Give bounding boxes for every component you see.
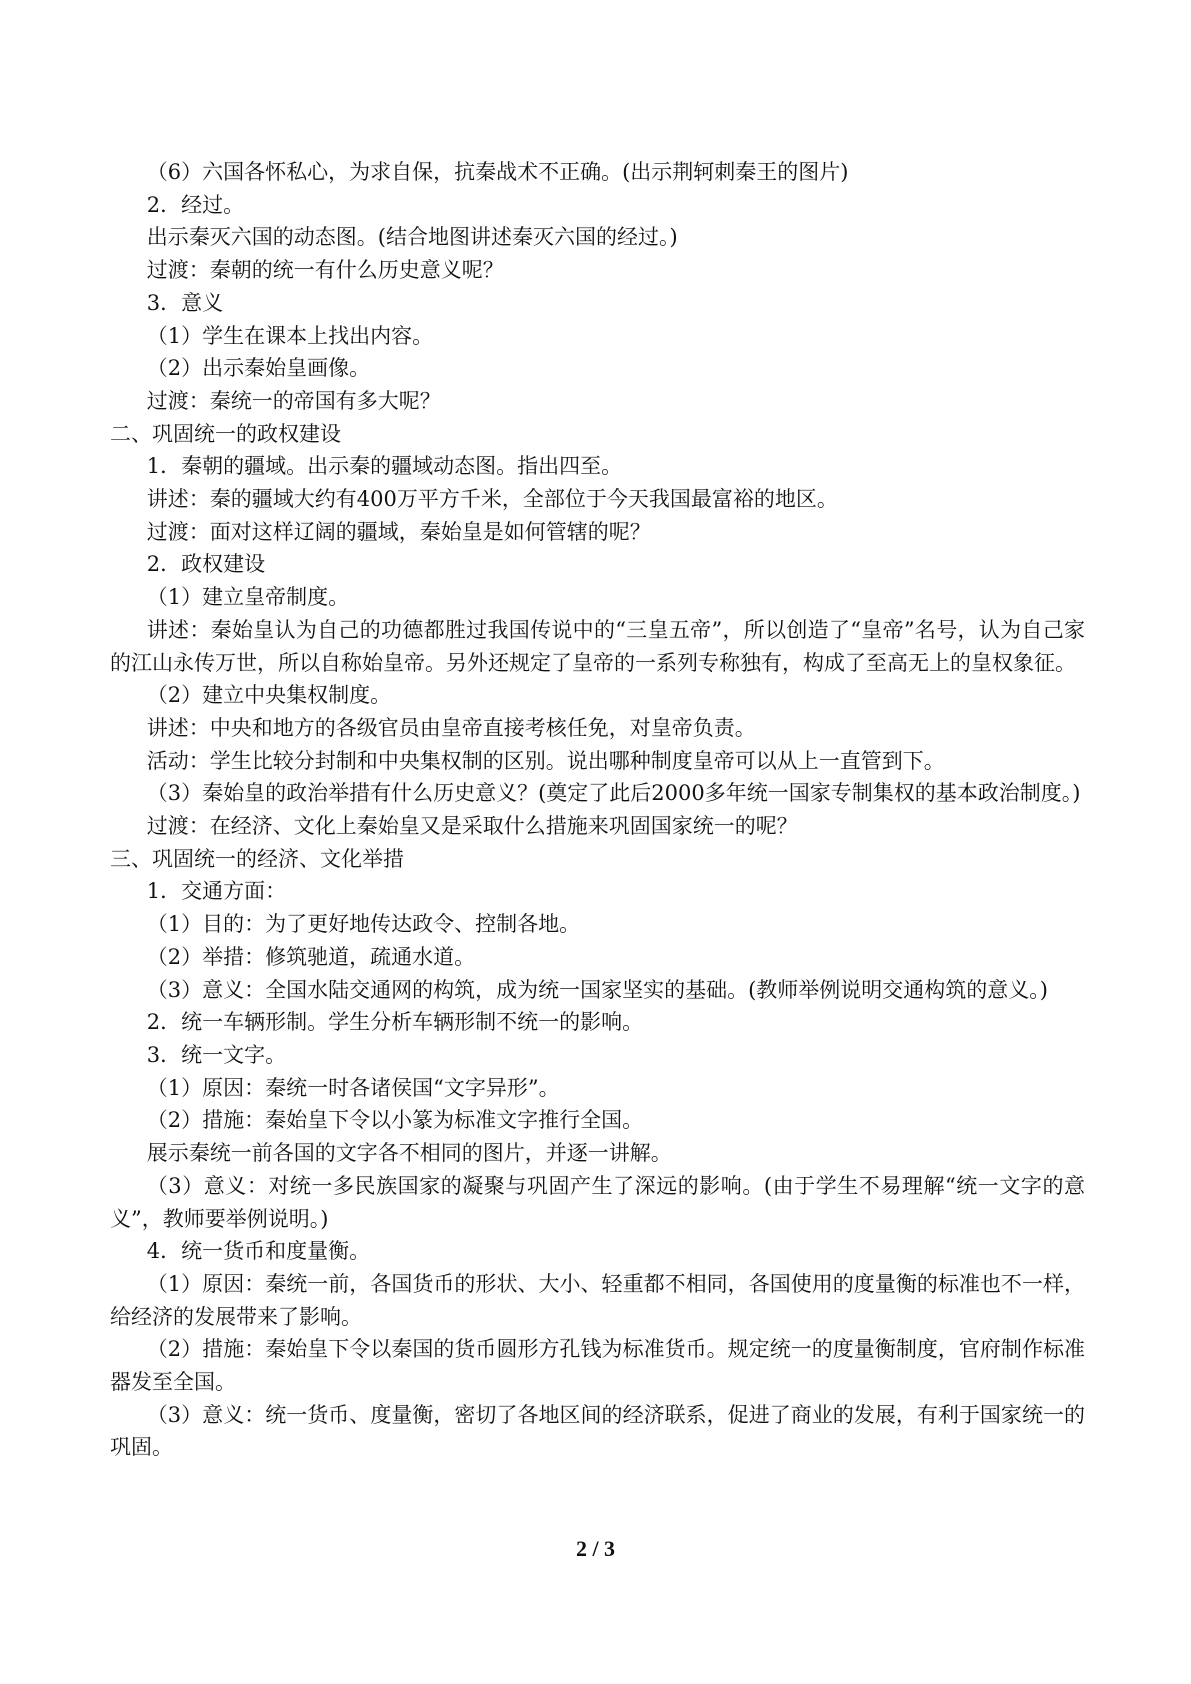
paragraph: 过渡：在经济、文化上秦始皇又是采取什么措施来巩固国家统一的呢？ <box>146 814 798 839</box>
section-subheading: 2．统一车辆形制。学生分析车辆形制不统一的影响。 <box>146 1010 644 1035</box>
paragraph: 讲述：中央和地方的各级官员由皇帝直接考核任免，对皇帝负责。 <box>146 715 756 740</box>
paragraph: （1）目的：为了更好地传达政令、控制各地。 <box>146 912 581 937</box>
paragraph: （1）学生在课本上找出内容。 <box>146 323 434 348</box>
paragraph: （3）意义：对统一多民族国家的凝聚与巩固产生了深远的影响。(由于学生不易理解“统一文字的意义”，教师要举例说明。) <box>110 1173 1085 1231</box>
paragraph: 展示秦统一前各国的文字各不相同的图片，并逐一讲解。 <box>146 1141 672 1166</box>
section-subheading: 3．意义 <box>146 290 224 315</box>
section-subheading: 2．政权建设 <box>146 552 266 577</box>
document-body <box>110 156 1085 1464</box>
section-subheading: 1．秦朝的疆域。出示秦的疆域动态图。指出四至。 <box>146 454 623 479</box>
section-subheading: 1．交通方面： <box>146 879 287 904</box>
paragraph: （6）六国各怀私心，为求自保，抗秦战术不正确。(出示荆轲刺秦王的图片) <box>146 160 849 184</box>
paragraph: 过渡：秦朝的统一有什么历史意义呢？ <box>146 258 504 283</box>
paragraph: 出示秦灭六国的动态图。(结合地图讲述秦灭六国的经过。) <box>146 225 678 250</box>
paragraph: （1）原因：秦统一前，各国货币的形状、大小、轻重都不相同，各国使用的度量衡的标准也不一样，给经济的发展带来了影响。 <box>110 1271 1085 1329</box>
paragraph: 讲述：秦始皇认为自己的功德都胜过我国传说中的“三皇五帝”，所以创造了“皇帝”名号，认为自己家的江山永传万世，所以自称始皇帝。另外还规定了皇帝的一系列专称独有，构成了至高无上的皇权象征。 <box>110 617 1085 675</box>
paragraph: 讲述：秦的疆域大约有400万平方千米，全部位于今天我国最富裕的地区。 <box>146 487 838 512</box>
section-subheading: 4．统一货币和度量衡。 <box>146 1239 371 1264</box>
paragraph: （3）意义：统一货币、度量衡，密切了各地区间的经济联系，促进了商业的发展，有利于国家统一的巩固。 <box>110 1402 1085 1460</box>
paragraph: （3）秦始皇的政治举措有什么历史意义？(奠定了此后2000多年统一国家专制集权的基本政治制度。) <box>146 781 1081 806</box>
section-subheading: 2．经过。 <box>146 192 245 217</box>
page-number: 2 / 3 <box>575 1536 616 1561</box>
section-heading: 三、巩固统一的经济、文化举措 <box>110 846 404 871</box>
paragraph: 过渡：秦统一的帝国有多大呢？ <box>146 388 441 413</box>
paragraph: 活动：学生比较分封制和中央集权制的区别。说出哪种制度皇帝可以从上一直管到下。 <box>146 748 945 773</box>
paragraph: （3）意义：全国水陆交通网的构筑，成为统一国家坚实的基础。(教师举例说明交通构筑的意义。) <box>146 977 1048 1002</box>
paragraph: （1）建立皇帝制度。 <box>146 585 350 610</box>
paragraph: （2）措施：秦始皇下令以小篆为标准文字推行全国。 <box>146 1108 644 1133</box>
paragraph: 过渡：面对这样辽阔的疆域，秦始皇是如何管辖的呢？ <box>146 519 651 544</box>
section-heading: 二、巩固统一的政权建设 <box>110 421 341 446</box>
paragraph: （2）建立中央集权制度。 <box>146 683 392 708</box>
paragraph: （2）措施：秦始皇下令以秦国的货币圆形方孔钱为标准货币。规定统一的度量衡制度，官府制作标准器发至全国。 <box>110 1337 1085 1395</box>
paragraph: （2）举措：修筑驰道，疏通水道。 <box>146 944 476 969</box>
section-subheading: 3．统一文字。 <box>146 1042 287 1067</box>
paragraph: （1）原因：秦统一时各诸侯国“文字异形”。 <box>146 1075 560 1100</box>
paragraph: （2）出示秦始皇画像。 <box>146 356 371 381</box>
